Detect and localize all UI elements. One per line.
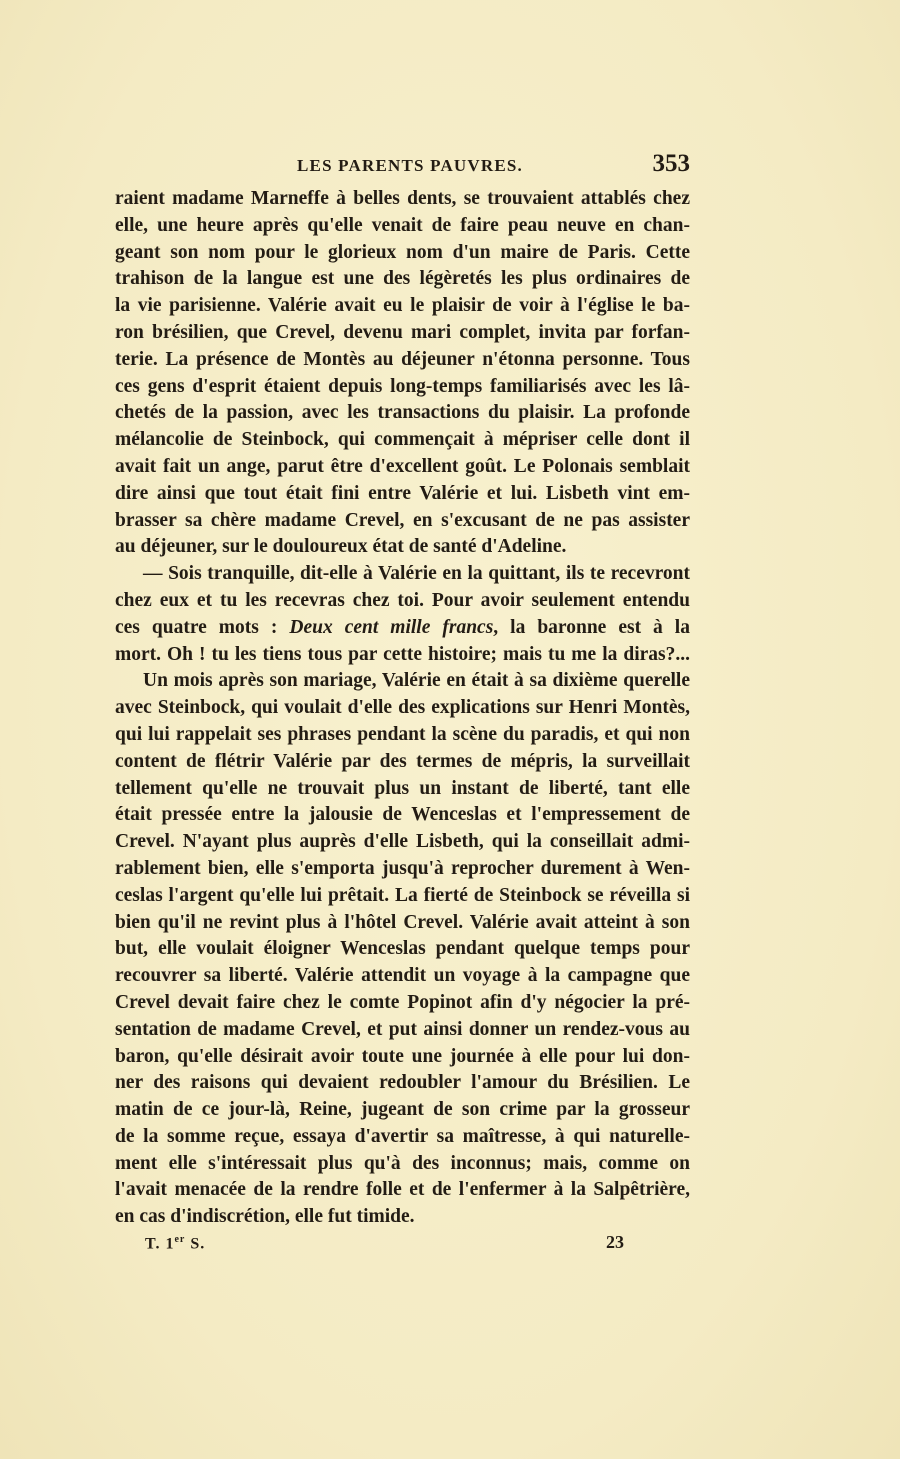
signature-prefix: T. 1 [145,1235,175,1253]
text-line: était pressée entre la jalousie de Wenceslas et l'empressement de [115,804,690,826]
sheet-number: 23 [606,1232,624,1252]
body-text [115,186,690,1231]
text-line: trahison de la langue est une des légèretés les plus ordinaires de [115,268,690,290]
text-line: geant son nom pour le glorieux nom d'un maire de Paris. Cette [115,241,690,263]
text-line: content de flétrir Valérie par des termes de mépris, la surveillait [115,750,690,772]
text-segment: ces quatre mots : [115,616,290,638]
signature-suffix: S. [185,1235,206,1253]
text-line: recouvrer sa liberté. Valérie attendit un voyage à la campagne que [115,965,690,987]
text-line: dire ainsi que tout était fini entre Valérie et lui. Lisbeth vint em- [115,482,690,504]
text-line: elle, une heure après qu'elle venait de faire peau neuve en chan- [115,214,690,236]
text-line: tellement qu'elle ne trouvait plus un instant de liberté, tant elle [115,777,690,799]
text-line: sentation de madame Crevel, et put ainsi donner un rendez-vous au [115,1018,690,1040]
text-line: raient madame Marneffe à belles dents, se trouvaient attablés chez [115,188,690,209]
text-line: ceslas l'argent qu'elle lui prêtait. La fierté de Steinbock se réveilla si [115,884,690,906]
text-line: terie. La présence de Montès au déjeuner n'étonna personne. Tous [115,348,690,370]
signature-mark [145,1234,205,1253]
text-line-italic [115,615,690,642]
text-line: chetés de la passion, avec les transactions du plaisir. La profonde [115,402,690,424]
text-line: rablement bien, elle s'emporta jusqu'à reprocher durement à Wen- [115,857,690,879]
text-line: l'avait menacée de la rendre folle et de l'enfermer à la Salpêtrière, [115,1179,690,1201]
text-line: mort. Oh ! tu les tiens tous par cette histoire; mais tu me la diras?... [115,643,690,665]
text-line: mélancolie de Steinbock, qui commençait à mépriser celle dont il [115,429,690,451]
page-number: 353 [652,150,690,177]
text-segment: , la baronne est à la [493,616,690,638]
text-line: baron, qu'elle désirait avoir toute une journée à elle pour lui don- [115,1045,690,1067]
text-line: chez eux et tu les recevras chez toi. Pour avoir seulement entendu [115,589,690,611]
text-line: qui lui rappelait ses phrases pendant la scène du paradis, et qui non [115,723,690,745]
running-title: LES PARENTS PAUVRES. [297,156,523,175]
italic-phrase: Deux cent mille francs [289,616,494,638]
text-line: de la somme reçue, essaya d'avertir sa maîtresse, à qui naturelle- [115,1125,690,1147]
text-line: en cas d'indiscrétion, elle fut timide. [115,1206,415,1228]
page-header [115,150,690,180]
text-line: ment elle s'intéressait plus qu'à des inconnus; mais, comme on [115,1152,690,1174]
text-line: ces gens d'esprit étaient depuis long-temps familiarisés avec les lâ- [115,375,690,397]
text-line: brasser sa chère madame Crevel, en s'excusant de ne pas assister [115,509,690,531]
text-line: — Sois tranquille, dit-elle à Valérie en la quittant, ils te recevront [143,563,690,585]
text-line: Crevel devait faire chez le comte Popinot afin d'y négocier la pré- [115,991,690,1013]
text-line: la vie parisienne. Valérie avait eu le plaisir de voir à l'église le ba- [115,295,690,317]
page-footer [115,1234,690,1258]
text-line: bien qu'il ne revint plus à l'hôtel Crevel. Valérie avait atteint à son [115,911,690,933]
signature-sup: er [174,1234,186,1245]
text-line: avait fait un ange, parut être d'excellent goût. Le Polonais semblait [115,455,690,477]
text-line: au déjeuner, sur le douloureux état de santé d'Adeline. [115,536,567,558]
text-line: Crevel. N'ayant plus auprès d'elle Lisbeth, qui la conseillait admi- [115,831,690,853]
text-line: Un mois après son mariage, Valérie en était à sa dixième querelle [143,670,690,692]
text-line: but, elle voulait éloigner Wenceslas pendant quelque temps pour [115,938,690,960]
text-line: ron brésilien, que Crevel, devenu mari complet, invita par forfan- [115,321,690,343]
text-line: ner des raisons qui devaient redoubler l'amour du Brésilien. Le [115,1072,690,1094]
text-line: avec Steinbock, qui voulait d'elle des explications sur Henri Montès, [115,697,690,719]
text-line: matin de ce jour-là, Reine, jugeant de son crime par la grosseur [115,1099,690,1121]
